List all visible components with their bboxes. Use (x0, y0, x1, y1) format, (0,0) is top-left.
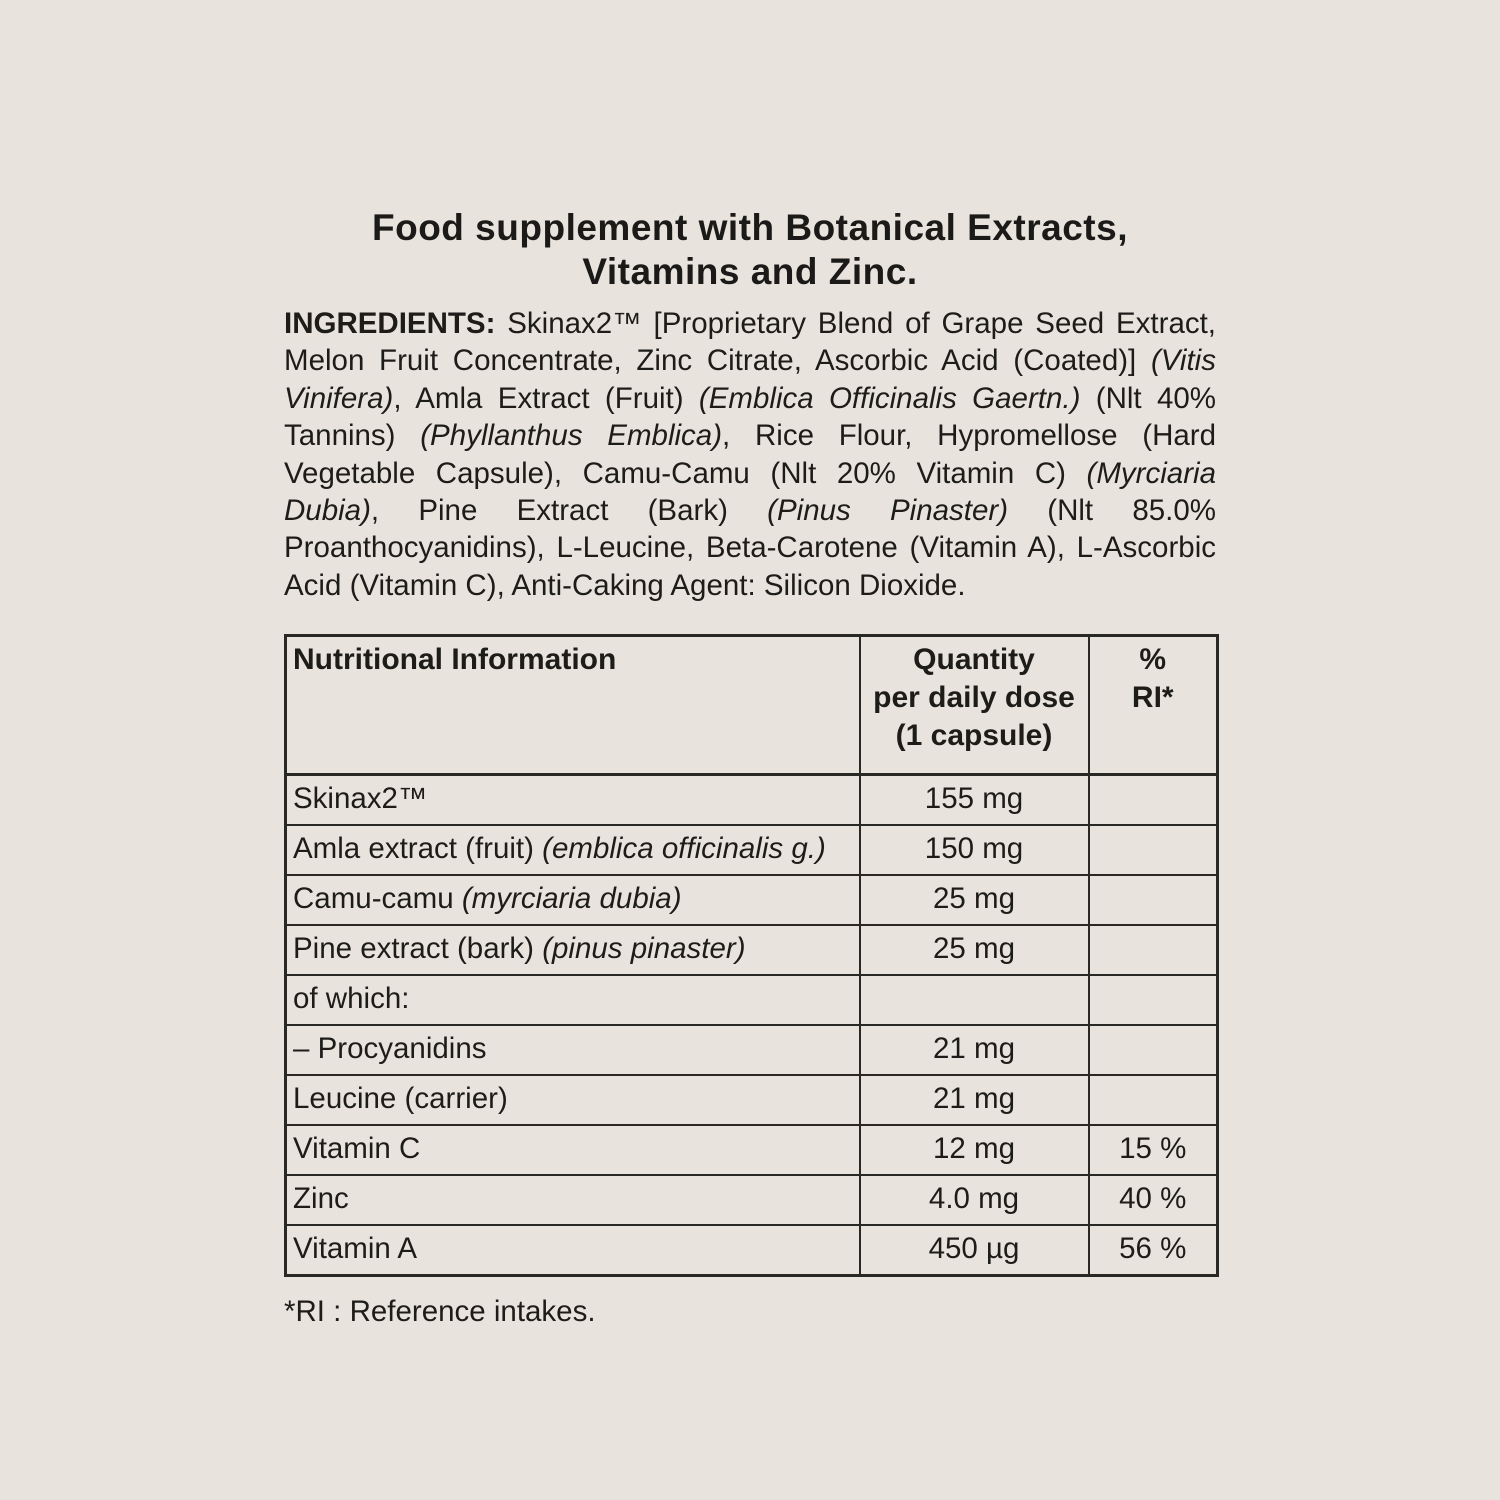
quantity-cell: 25 mg (860, 875, 1089, 925)
page-title (284, 206, 1216, 294)
table-row-skinax2 (286, 774, 1218, 825)
ri-cell (1089, 875, 1218, 925)
nutrient-name-cell (286, 975, 860, 1025)
nutrient-name-cell (286, 1175, 860, 1225)
ingredients-label: INGREDIENTS: (284, 307, 508, 340)
quantity-cell: 21 mg (860, 1025, 1089, 1075)
ri-cell (1089, 1075, 1218, 1125)
nutrient-name: – Procyanidins (293, 1031, 487, 1065)
ingredients-segment: (Nlt 40% Tannins) (284, 381, 1216, 453)
header-quantity-line-2: per daily dose (873, 680, 1075, 714)
ri-cell: 56 % (1089, 1225, 1218, 1276)
page-title-line-1: Food supplement with Botanical Extracts, (372, 207, 1128, 248)
header-nutritional-information: Nutritional Information (286, 635, 860, 774)
nutrient-latin-name: (emblica officinalis g.) (542, 831, 826, 865)
nutrient-latin-name: (pinus pinaster) (542, 931, 746, 965)
ingredients-segment: , Amla Extract (Fruit) (393, 381, 699, 415)
header-quantity (860, 635, 1089, 774)
nutrient-name: of which: (293, 981, 410, 1015)
ri-cell: 40 % (1089, 1175, 1218, 1225)
nutrient-name: Skinax2™ (293, 781, 428, 815)
ri-footnote: *RI : Reference intakes. (284, 1294, 596, 1328)
ri-cell (1089, 1025, 1218, 1075)
table-row-amla-extract (286, 825, 1218, 875)
ingredients-latin-segment: (Vitis Vinifera) (284, 344, 1216, 415)
table-row-vitamin-a (286, 1225, 1218, 1276)
nutrient-name: Vitamin A (293, 1231, 418, 1265)
nutrient-name-cell (286, 875, 860, 925)
quantity-cell: 25 mg (860, 925, 1089, 975)
nutrient-name-cell (286, 825, 860, 875)
ingredients-segment: (Nlt 85.0% Proanthocyanidins), L-Leucine, Beta-Carotene (Vitamin A), L-Ascorbic Acid (Vitamin C), Anti-Caking Agent: Silicon Dioxide. (284, 494, 1216, 602)
ingredients-latin-segment: (Myrciaria Dubia) (284, 456, 1216, 528)
ri-cell (1089, 975, 1218, 1025)
quantity-cell: 150 mg (860, 825, 1089, 875)
table-row-vitamin-c (286, 1125, 1218, 1175)
ri-cell (1089, 825, 1218, 875)
nutrient-name: Pine extract (bark) (293, 931, 543, 965)
table-row-pine-extract (286, 925, 1218, 975)
header-ri-line-1: % (1139, 642, 1167, 676)
nutrient-name-cell (286, 925, 860, 975)
header-quantity-line-1: Quantity (913, 642, 1035, 676)
ingredients-paragraph (284, 305, 1216, 604)
ingredients-segment: , Rice Flour, Hypromellose (Hard Vegetable Capsule), Camu-Camu (Nlt 20% Vitamin C) (284, 419, 1217, 490)
table-row-camu-camu (286, 875, 1218, 925)
header-ri-line-2: RI* (1131, 680, 1174, 714)
ri-cell: 15 % (1089, 1125, 1218, 1175)
table-row-zinc (286, 1175, 1218, 1225)
quantity-cell: 4.0 mg (860, 1175, 1089, 1225)
nutrient-name: Amla extract (fruit) (293, 831, 543, 865)
nutrient-name: Vitamin C (293, 1131, 421, 1165)
quantity-cell: 450 µg (860, 1225, 1089, 1276)
quantity-cell (860, 975, 1089, 1025)
nutrient-name-cell (286, 1075, 860, 1125)
nutrient-name-cell (286, 774, 860, 825)
ingredients-latin-segment: (Phyllanthus Emblica) (420, 419, 723, 453)
page-title-line-2: Vitamins and Zinc. (582, 251, 918, 292)
nutrient-latin-name: (myrciaria dubia) (461, 881, 682, 915)
table-row-of-which (286, 975, 1218, 1025)
quantity-cell: 21 mg (860, 1075, 1089, 1125)
nutritional-table (284, 634, 1219, 1277)
nutrient-name-cell (286, 1025, 860, 1075)
quantity-cell: 155 mg (860, 774, 1089, 825)
table-row-leucine (286, 1075, 1218, 1125)
label-content (284, 206, 1216, 1331)
nutrient-name-cell (286, 1225, 860, 1276)
nutrient-name: Camu-camu (293, 881, 462, 915)
ingredients-segment: , Pine Extract (Bark) (370, 494, 768, 528)
nutrient-name-cell (286, 1125, 860, 1175)
ri-cell (1089, 774, 1218, 825)
table-row-procyanidins (286, 1025, 1218, 1075)
header-ri-percent (1089, 635, 1218, 774)
nutrient-name: Leucine (carrier) (293, 1081, 508, 1115)
table-header-row (286, 635, 1218, 774)
ingredients-latin-segment: (Pinus Pinaster) (767, 494, 1009, 528)
header-quantity-line-3: (1 capsule) (895, 718, 1053, 752)
ingredients-segment: Skinax2™ [Proprietary Blend of Grape Seed Extract, Melon Fruit Concentrate, Zinc Citrate, Ascorbic Acid (Coated)] (284, 307, 1217, 378)
nutrient-name: Zinc (293, 1181, 349, 1215)
quantity-cell: 12 mg (860, 1125, 1089, 1175)
ri-cell (1089, 925, 1218, 975)
ingredients-latin-segment: (Emblica Officinalis Gaertn.) (698, 381, 1081, 415)
